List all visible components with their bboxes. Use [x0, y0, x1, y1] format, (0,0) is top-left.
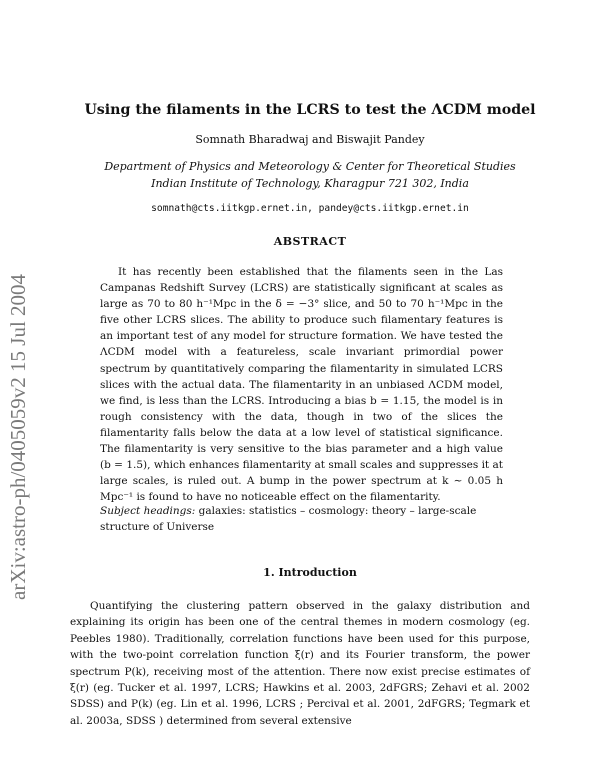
subject-headings-label: Subject headings: [100, 505, 196, 517]
introduction-text: Quantifying the clustering pattern observed in the galaxy distribution and explaining its origin has been one of the central themes in modern cosmology (eg. Peebles 1980). Traditionally, correlation functions have been used for this purpose, with the two-point correlation function ξ(r) and its Fourier transform, the power spectrum P(k), receiving most of the attention. There now exist precise estimates of ξ(r) (eg. Tucker et al. 1997, LCRS; Hawkins et al. 2003, 2dFGRS; Zehavi et al. 2002 SDSS) and P(k) (eg. Lin et al. 1996, LCRS ; Percival et al. 2001, 2dFGRS; Tegmark et al. 2003a, SDSS ) determined from several extensive [70, 600, 530, 727]
abstract-text: It has recently been established that the filaments seen in the Las Campanas Redshift Survey (LCRS) are statistically significant at scales as large as 70 to 80 h⁻¹Mpc in the δ = −3° slice, and 50 to 70 h⁻¹Mpc in the five other LCRS slices. The ability to produce such filamentary features is an important test of any model for structure formation. We have tested the ΛCDM model with a featureless, scale invariant primordial power spectrum by quantitatively comparing the filamentarity in simulated LCRS slices with the actual data. The filamentarity in an unbiased ΛCDM model, we find, is less than the LCRS. Introducing a bias b = 1.15, the model is in rough consistency with the data, though in two of the slices the filamentarity falls below the data at a low level of statistical significance. The filamentarity is very sensitive to the bias parameter and a high value (b = 1.5), which enhances filamentarity at small scales and suppresses it at large scales, is ruled out. A bump in the power spectrum at k ∼ 0.05 h Mpc⁻¹ is found to have no noticeable effect on the filamentarity. [100, 266, 503, 504]
arxiv-side-stamp: arXiv:astro-ph/0405059v2 15 Jul 2004 [6, 273, 30, 600]
subject-headings-text: galaxies: statistics – cosmology: theory – large-scale structure of Universe [100, 505, 477, 533]
author-emails: somnath@cts.iitkgp.ernet.in, pandey@cts.iitkgp.ernet.in [151, 203, 469, 214]
affiliation-line-1: Department of Physics and Meteorology & Center for Theoretical Studies [104, 160, 516, 173]
section-heading-introduction: 1. Introduction [263, 566, 357, 579]
paper-title: Using the filaments in the LCRS to test the ΛCDM model [84, 102, 536, 118]
affiliation-line-2: Indian Institute of Technology, Kharagpur 721 302, India [151, 177, 469, 190]
subject-headings [100, 503, 503, 535]
author-list: Somnath Bharadwaj and Biswajit Pandey [195, 133, 425, 146]
affiliation [60, 158, 560, 192]
abstract-heading: ABSTRACT [273, 235, 347, 248]
